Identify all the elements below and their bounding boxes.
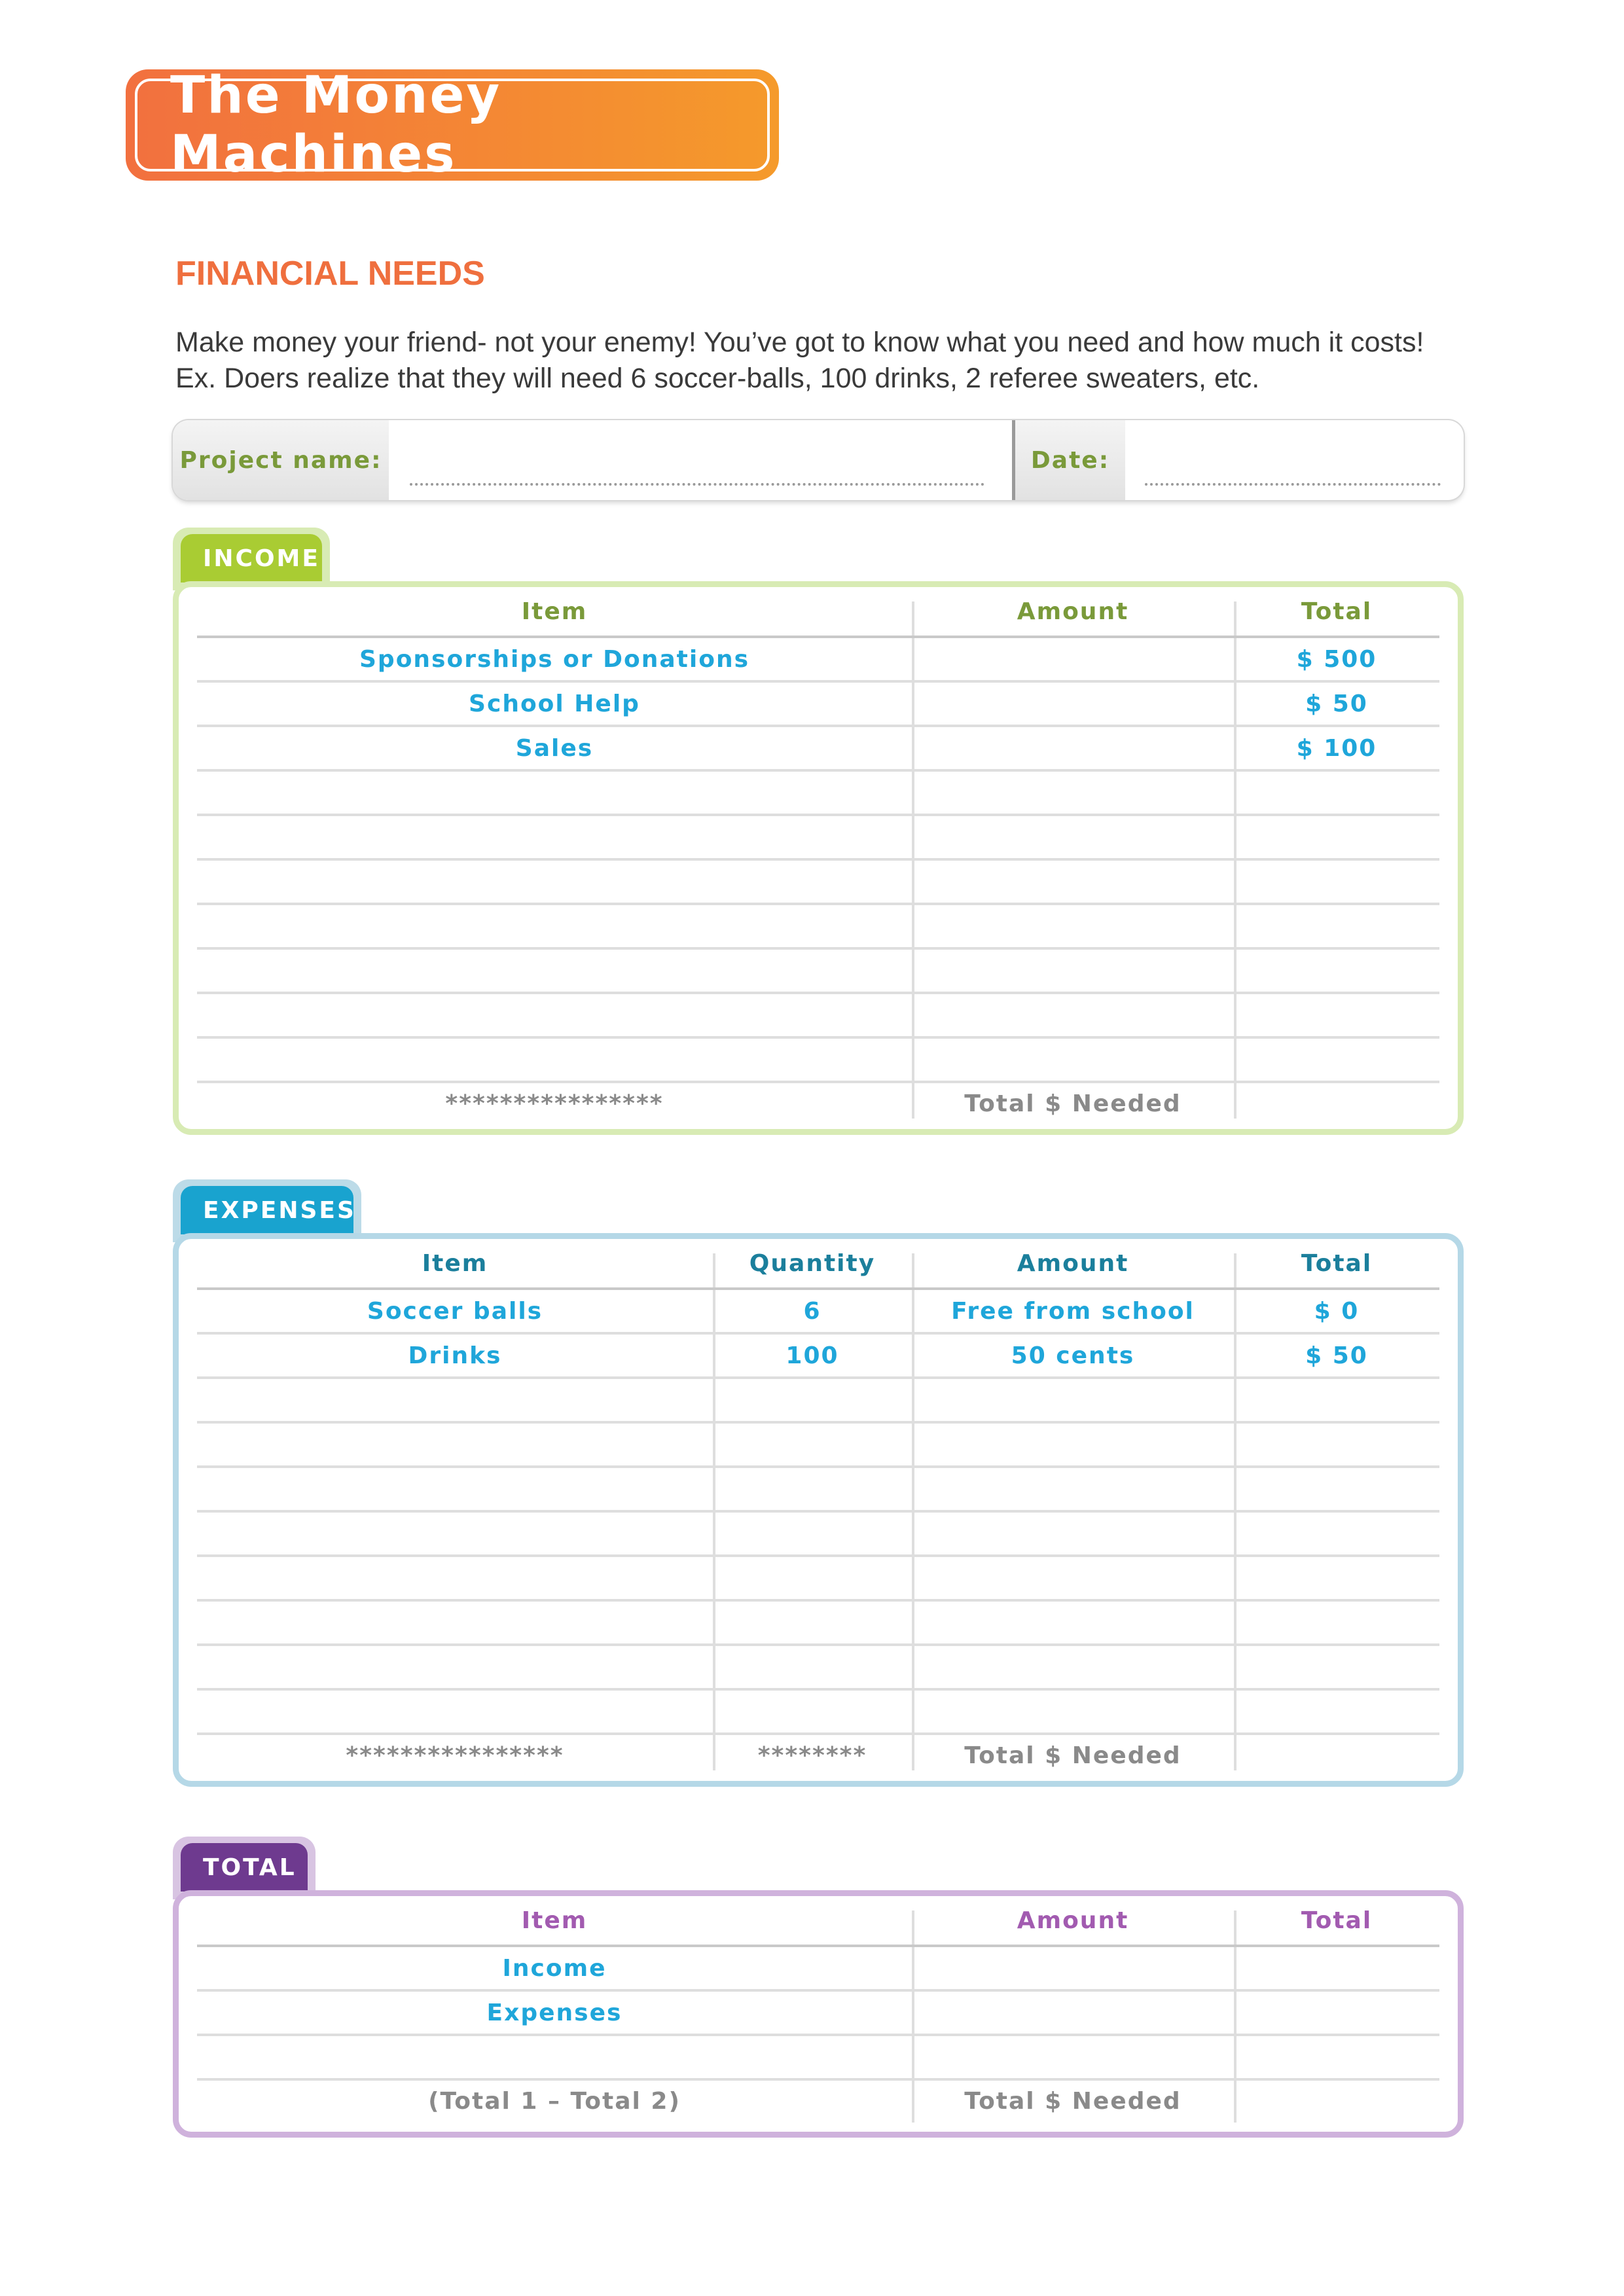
expenses-footer-cell: Total $ Needed — [964, 1742, 1182, 1769]
income-table-cell[interactable] — [197, 950, 912, 992]
expenses-column-header: Total — [1301, 1249, 1373, 1277]
income-table-cell[interactable] — [912, 816, 1234, 858]
page-title: The Money Machines — [170, 66, 502, 184]
title-badge — [126, 66, 779, 184]
expenses-table-cell[interactable] — [713, 1468, 912, 1510]
expenses-table-cell[interactable] — [197, 1424, 713, 1465]
income-table-cell[interactable] — [1234, 816, 1439, 858]
total-column-header: Total — [1301, 1907, 1373, 1934]
income-table-cell[interactable] — [197, 1039, 912, 1081]
project-name-label: Project name: — [173, 420, 389, 500]
expenses-tab-label: EXPENSES — [181, 1186, 353, 1234]
total-table-cell[interactable] — [1234, 2036, 1439, 2078]
income-table-cell[interactable] — [912, 683, 1234, 725]
expenses-table-cell[interactable] — [1234, 1468, 1439, 1510]
total-tab-label: TOTAL — [181, 1843, 308, 1892]
expenses-table-cell[interactable] — [1234, 1691, 1439, 1732]
expenses-table-cell[interactable]: Drinks — [408, 1342, 502, 1369]
expenses-table-cell[interactable] — [713, 1602, 912, 1643]
total-table-cell[interactable]: Expenses — [486, 1999, 623, 2026]
income-table-cell[interactable]: $ 500 — [1296, 645, 1377, 673]
expenses-table-cell[interactable] — [713, 1379, 912, 1421]
expenses-table-cell[interactable]: 100 — [785, 1342, 839, 1369]
total-table-cell[interactable] — [1234, 1947, 1439, 1989]
expenses-table-cell[interactable] — [1234, 1424, 1439, 1465]
income-table-cell[interactable] — [197, 861, 912, 903]
expenses-table-cell[interactable] — [1234, 1557, 1439, 1599]
expenses-table-cell[interactable] — [912, 1513, 1234, 1554]
income-table-cell[interactable] — [912, 772, 1234, 814]
expenses-footer-cell: **************** — [346, 1742, 564, 1769]
income-table-cell[interactable] — [197, 772, 912, 814]
expenses-table-cell[interactable] — [912, 1646, 1234, 1688]
expenses-footer-cell[interactable] — [1234, 1735, 1439, 1776]
income-table-cell[interactable] — [197, 994, 912, 1036]
income-table-cell[interactable] — [1234, 1039, 1439, 1081]
expenses-table-cell[interactable] — [1234, 1379, 1439, 1421]
title-badge-border — [135, 66, 770, 184]
income-column-header: Amount — [1017, 598, 1129, 625]
expenses-table-cell[interactable] — [197, 1513, 713, 1554]
expenses-table-cell[interactable] — [713, 1646, 912, 1688]
expenses-table-cell[interactable] — [197, 1602, 713, 1643]
project-bar — [173, 420, 1464, 500]
date-dotted-line — [1145, 483, 1441, 486]
expenses-table-cell[interactable] — [197, 1557, 713, 1599]
expenses-table-cell[interactable] — [197, 1691, 713, 1732]
income-table-cell[interactable]: Sales — [515, 734, 594, 762]
expenses-footer-cell: ******** — [757, 1742, 867, 1769]
total-table-cell[interactable]: Income — [502, 1954, 607, 1982]
total-table-cell[interactable] — [197, 2036, 912, 2078]
total-column-header: Item — [521, 1907, 588, 1934]
total-footer-cell: (Total 1 – Total 2) — [428, 2087, 681, 2115]
income-table-cell[interactable]: $ 50 — [1305, 690, 1368, 717]
expenses-table-cell[interactable] — [1234, 1602, 1439, 1643]
section-heading: FINANCIAL NEEDS — [175, 255, 485, 293]
income-table-cell[interactable] — [912, 861, 1234, 903]
income-table-cell[interactable] — [912, 727, 1234, 769]
expenses-column-header: Quantity — [749, 1249, 876, 1277]
expenses-column-header: Item — [422, 1249, 488, 1277]
income-footer-cell: **************** — [445, 1090, 664, 1117]
expenses-table-cell[interactable]: 6 — [803, 1297, 821, 1325]
expenses-table-cell[interactable] — [912, 1691, 1234, 1732]
expenses-table — [197, 1239, 1439, 1781]
expenses-table-cell[interactable] — [912, 1557, 1234, 1599]
total-table-cell[interactable] — [1234, 1992, 1439, 2034]
income-table-cell[interactable]: Sponsorships or Donations — [359, 645, 749, 673]
date-field[interactable] — [1125, 420, 1464, 500]
income-table — [197, 587, 1439, 1129]
total-box — [173, 1890, 1464, 2138]
total-column-header: Amount — [1017, 1907, 1129, 1934]
expenses-column-header: Amount — [1017, 1249, 1129, 1277]
income-table-cell[interactable] — [1234, 905, 1439, 947]
expenses-table-cell[interactable]: $ 50 — [1305, 1342, 1368, 1369]
total-table-cell[interactable] — [912, 2036, 1234, 2078]
intro-line-2: Ex. Doers realize that they will need 6 soccer-balls, 100 drinks, 2 referee sweaters, etc. — [175, 363, 1260, 394]
income-table-cell[interactable] — [1234, 861, 1439, 903]
expenses-table-cell[interactable] — [197, 1379, 713, 1421]
income-column-header: Total — [1301, 598, 1373, 625]
expenses-table-cell[interactable] — [713, 1424, 912, 1465]
project-name-dotted-line — [410, 483, 984, 486]
intro-text — [175, 325, 1485, 397]
income-table-cell[interactable] — [1234, 950, 1439, 992]
expenses-table-cell[interactable] — [912, 1468, 1234, 1510]
income-table-cell[interactable] — [912, 1039, 1234, 1081]
expenses-table-cell[interactable]: 50 cents — [1011, 1342, 1135, 1369]
date-label: Date: — [1012, 420, 1125, 500]
income-table-cell[interactable] — [1234, 772, 1439, 814]
expenses-table-cell[interactable]: Soccer balls — [367, 1297, 543, 1325]
expenses-table-cell[interactable] — [197, 1646, 713, 1688]
total-table — [197, 1896, 1439, 2132]
expenses-table-cell[interactable] — [912, 1424, 1234, 1465]
income-table-cell[interactable]: $ 100 — [1296, 734, 1377, 762]
project-name-field[interactable] — [389, 420, 1012, 500]
income-table-cell[interactable] — [197, 905, 912, 947]
expenses-table-cell[interactable] — [912, 1379, 1234, 1421]
income-footer-cell: Total $ Needed — [964, 1090, 1182, 1117]
income-table-cell[interactable] — [1234, 994, 1439, 1036]
total-footer-cell: Total $ Needed — [964, 2087, 1182, 2115]
expenses-box — [173, 1233, 1464, 1787]
expenses-table-cell[interactable]: Free from school — [951, 1297, 1195, 1325]
income-table-cell[interactable] — [912, 638, 1234, 680]
expenses-table-cell[interactable] — [713, 1557, 912, 1599]
expenses-table-cell[interactable] — [912, 1602, 1234, 1643]
expenses-table-cell[interactable] — [1234, 1646, 1439, 1688]
income-table-cell[interactable]: School Help — [469, 690, 640, 717]
total-table-cell[interactable] — [912, 1947, 1234, 1989]
income-table-cell[interactable] — [912, 950, 1234, 992]
total-table-cell[interactable] — [912, 1992, 1234, 2034]
expenses-table-cell[interactable] — [713, 1513, 912, 1554]
income-tab-label: INCOME — [181, 534, 322, 583]
income-box — [173, 581, 1464, 1135]
income-column-header: Item — [521, 598, 588, 625]
income-footer-cell[interactable] — [1234, 1083, 1439, 1124]
expenses-table-cell[interactable]: $ 0 — [1314, 1297, 1360, 1325]
income-table-cell[interactable] — [912, 994, 1234, 1036]
total-footer-cell[interactable] — [1234, 2081, 1439, 2121]
expenses-table-cell[interactable] — [1234, 1513, 1439, 1554]
income-table-cell[interactable] — [197, 816, 912, 858]
expenses-table-cell[interactable] — [197, 1468, 713, 1510]
intro-line-1: Make money your friend- not your enemy! You’ve got to know what you need and how much it costs! — [175, 327, 1424, 358]
expenses-table-cell[interactable] — [713, 1691, 912, 1732]
income-table-cell[interactable] — [912, 905, 1234, 947]
